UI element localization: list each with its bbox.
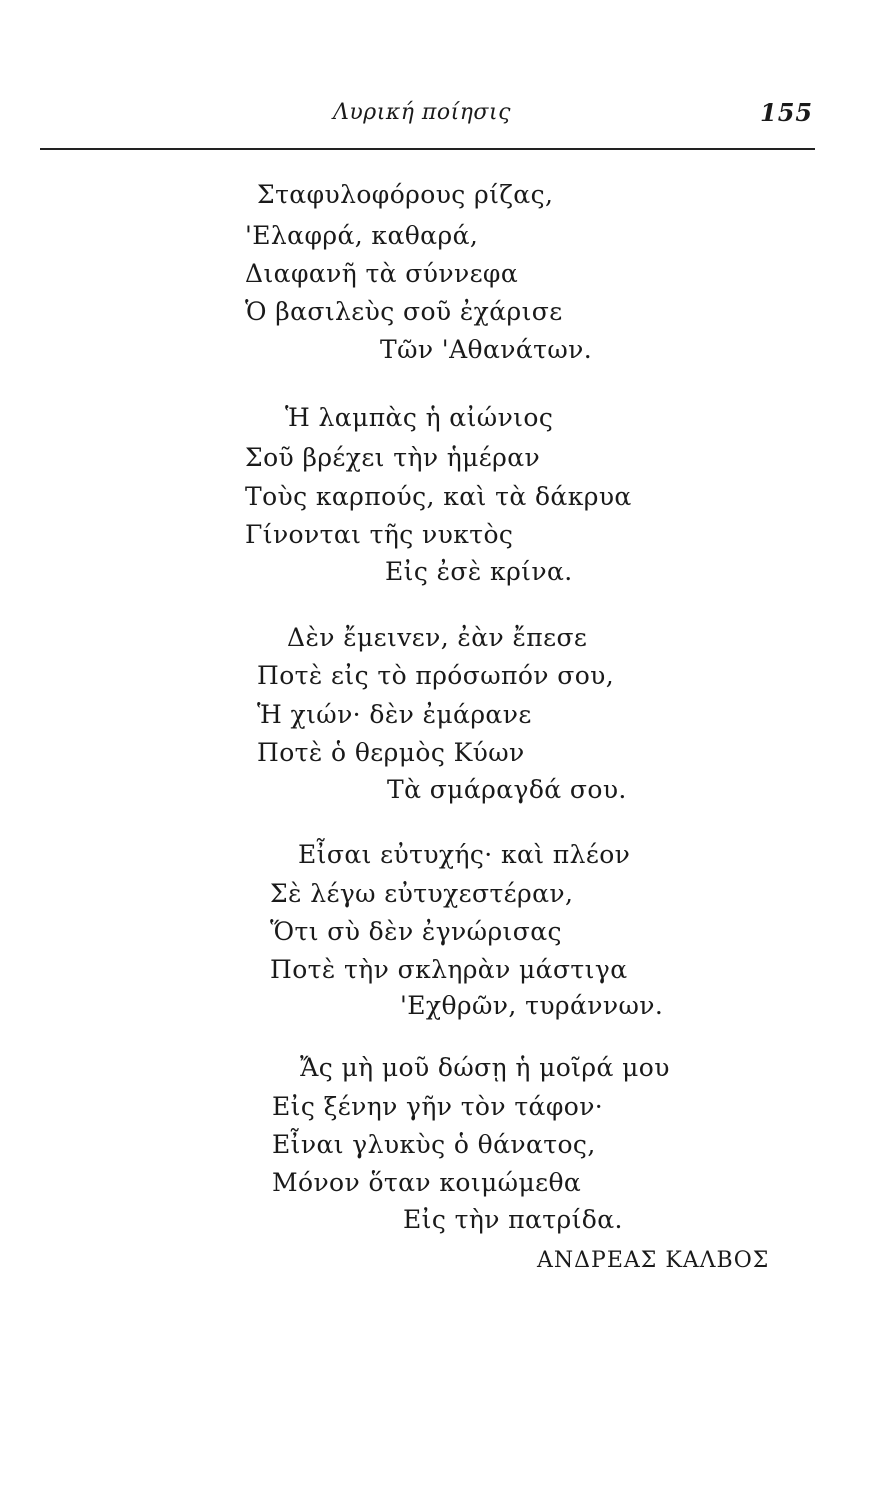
poem-line: Σταφυλοφόρους ρίζας,: [257, 180, 554, 209]
poem-line: Εἰς τὴν πατρίδα.: [403, 1205, 623, 1234]
poem-line: Εἶναι γλυκὺς ὁ θάνατος,: [272, 1130, 596, 1159]
poem-line: Ἡ χιών· δὲν ἐμάρανε: [257, 700, 532, 729]
poem-line: Δὲν ἔμειvεν, ἐὰν ἔπεσε: [287, 623, 588, 652]
poem-line: Ποτὲ τὴν σκληρὰν μάστιγα: [270, 955, 628, 984]
poem-line: Γίνονται τῆς νυκτὸς: [245, 520, 514, 549]
poem-line: Σὲ λέγω εὐτυχεστέραν,: [270, 879, 574, 908]
poem-line: Ποτὲ εἰς τὸ πρόσωπόν σου,: [257, 661, 615, 690]
poem-line: 'Ελαφρά, καθαρά,: [245, 221, 479, 250]
author-signature: ΑΝΔΡΕΑΣ ΚΑΛΒΟΣ: [537, 1248, 770, 1273]
poem-line: Ἄς μὴ μοῦ δώσῃ ἡ μοῖρά μου: [300, 1053, 670, 1082]
poem-line: Διαφανῆ τὰ σύννεφα: [245, 259, 519, 288]
poem-line: Ὁ βασιλεὺς σοῦ ἐχάρισε: [245, 297, 563, 326]
poem-line: Τοὺς καρπούς, καὶ τὰ δάκρυα: [245, 482, 632, 511]
header-rule: [40, 148, 815, 150]
poem-line: Ποτὲ ὁ θερμὸς Κύων: [257, 738, 525, 767]
poem-line: Τῶν 'Αθανάτων.: [380, 335, 593, 364]
poem-line: Εἰς ξένην γῆν τὸν τάφον·: [272, 1092, 604, 1121]
poem-line: Σοῦ βρέχει τὴν ἡμέραν: [245, 443, 541, 472]
poem-line: Εἰς ἐσὲ κρίνα.: [385, 557, 573, 586]
poem-line: Τὰ σμάραγδά σου.: [387, 775, 627, 804]
poem-line: Μόνον ὅταν κοιμώμεθα: [272, 1168, 582, 1197]
page-number: 155: [760, 98, 814, 127]
poem-line: Ὅτι σὺ δὲν ἐγνώρισας: [270, 917, 562, 946]
running-title: Λυρική ποίησις: [333, 100, 511, 125]
poem-line: Εἶσαι εὐτυχής· καὶ πλέον: [298, 840, 631, 869]
poem-line: Ἡ λαμπὰς ἡ αἰώνιος: [285, 403, 554, 432]
poem-line: 'Εχθρῶν, τυράννων.: [400, 991, 664, 1020]
